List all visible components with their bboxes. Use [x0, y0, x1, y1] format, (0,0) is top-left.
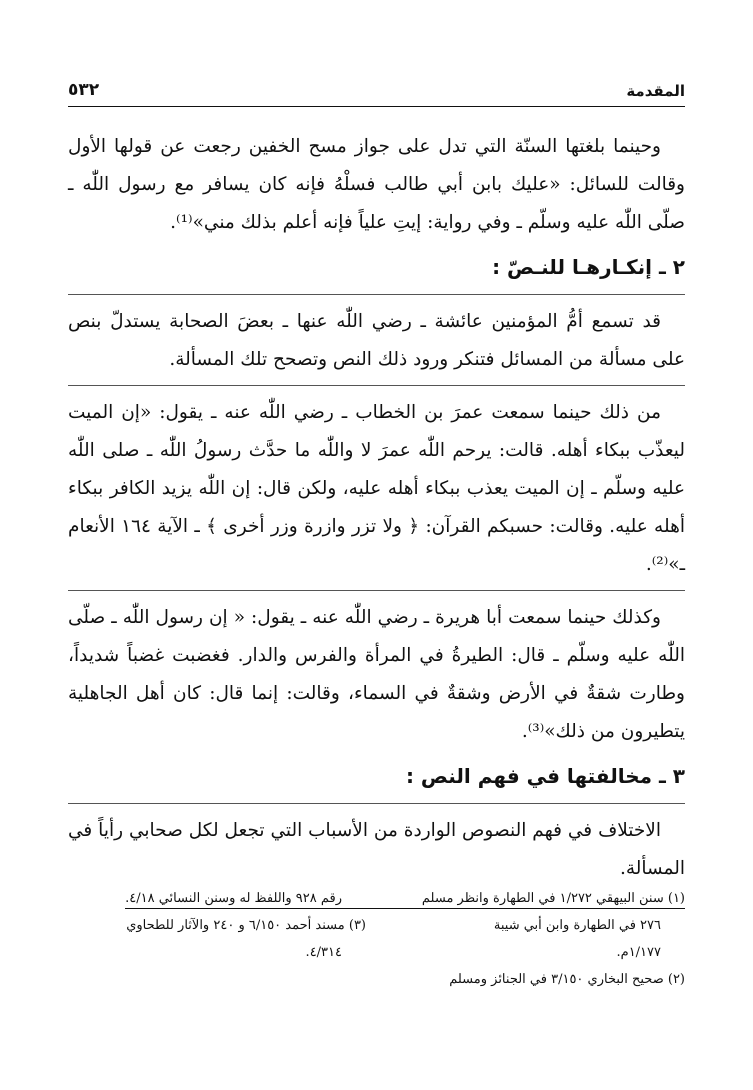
paragraph-1: وحينما بلغتها السنّة التي تدل على جواز مسح الخفين رجعت عن قولها الأول وقالت للسائل: «عليك بابن أبي طالب فسلْهُ فإنه كان يسافر مع رسول اللّٰه ـ صلّى اللّٰه عليه وسلّم ـ وفي رواية: إيتِ علياً فإنه أعلم بذلك مني»⁽¹⁾.: [68, 136, 685, 233]
footnotes-right-column: [387, 885, 685, 993]
page-header: [68, 78, 685, 107]
section-heading-2: ٢ ـ إنكـارهـا للنـصّ :: [492, 255, 685, 279]
paragraph-5: الاختلاف في فهم النصوص الواردة من الأسباب التي تجعل لكل صحابي رأياً في المسألة.: [68, 820, 685, 879]
footnotes-left-column: [68, 885, 366, 966]
heading-divider: [68, 294, 685, 295]
footnote-2-line-1: (٢) صحيح البخاري ٣/١٥٠ في الجنائز ومسلم: [449, 972, 685, 987]
section-heading-3: ٣ ـ مخالفتها في فهم النص :: [405, 764, 685, 788]
page-number: ٥٣٢: [68, 80, 100, 100]
footnote-2-line-2: رقم ٩٢٨ واللفظ له وسنن النسائي ٤/١٨.: [125, 891, 342, 906]
footnote-3-line-2: ٤/٣١٤.: [305, 945, 342, 960]
paragraph-4: وكذلك حينما سمعت أبا هريرة ـ رضي اللّٰه عنه ـ يقول: « إن رسول اللّٰه ـ صلّى اللّٰه عليه وسلّم ـ قال: الطيرةُ في المرأة والفرس والدار. فغضبت غضباً شديداً، وطارت شقةٌ في الأرض وشقةٌ في السماء، وقالت: إنما قال: كان أهل الجاهلية يتطيرون من ذلك»⁽³⁾.: [68, 607, 685, 742]
heading-divider: [68, 803, 685, 804]
paragraph-2: قد تسمع أمُّ المؤمنين عائشة ـ رضي اللّٰه عنها ـ بعضَ الصحابة يستدلّ بنص على مسألة من المسائل فتنكر ورود ذلك النص وتصحح تلك المسألة.: [68, 311, 685, 370]
paragraph-divider: [68, 590, 685, 591]
main-text: [68, 128, 685, 909]
footnote-3-line-1: (٣) مسند أحمد ٦/١٥٠ و ٢٤٠ والآثار للطحاوي: [126, 918, 366, 933]
paragraph-3: من ذلك حينما سمعت عمرَ بن الخطاب ـ رضي اللّٰه عنه ـ يقول: «إن الميت ليعذّب ببكاء أهله. قالت: يرحم اللّٰه عمرَ لا واللّٰه ما حدَّث رسولُ اللّٰه ـ صلى اللّٰه عليه وسلّم ـ إن الميت يعذب ببكاء أهله عليه، ولكن قال: إن اللّٰه يزيد الكافر ببكاء أهله عليه. وقالت: حسبكم القرآن: ﴿ ولا تزر وازرة وزر أخرى ﴾ ـ الآية ١٦٤ الأنعام ـ»⁽²⁾.: [68, 402, 685, 575]
footnote-1-line-3: ١/١٧٧م.: [616, 945, 661, 960]
paragraph-divider: [68, 385, 685, 386]
footnote-1-line-2: ٢٧٦ في الطهارة وابن أبي شيبة: [493, 918, 661, 933]
footnote-1-line-1: (١) سنن البيهقي ١/٢٧٢ في الطهارة وانظر مسلم: [421, 891, 685, 906]
running-title: المقدمة: [626, 82, 685, 100]
